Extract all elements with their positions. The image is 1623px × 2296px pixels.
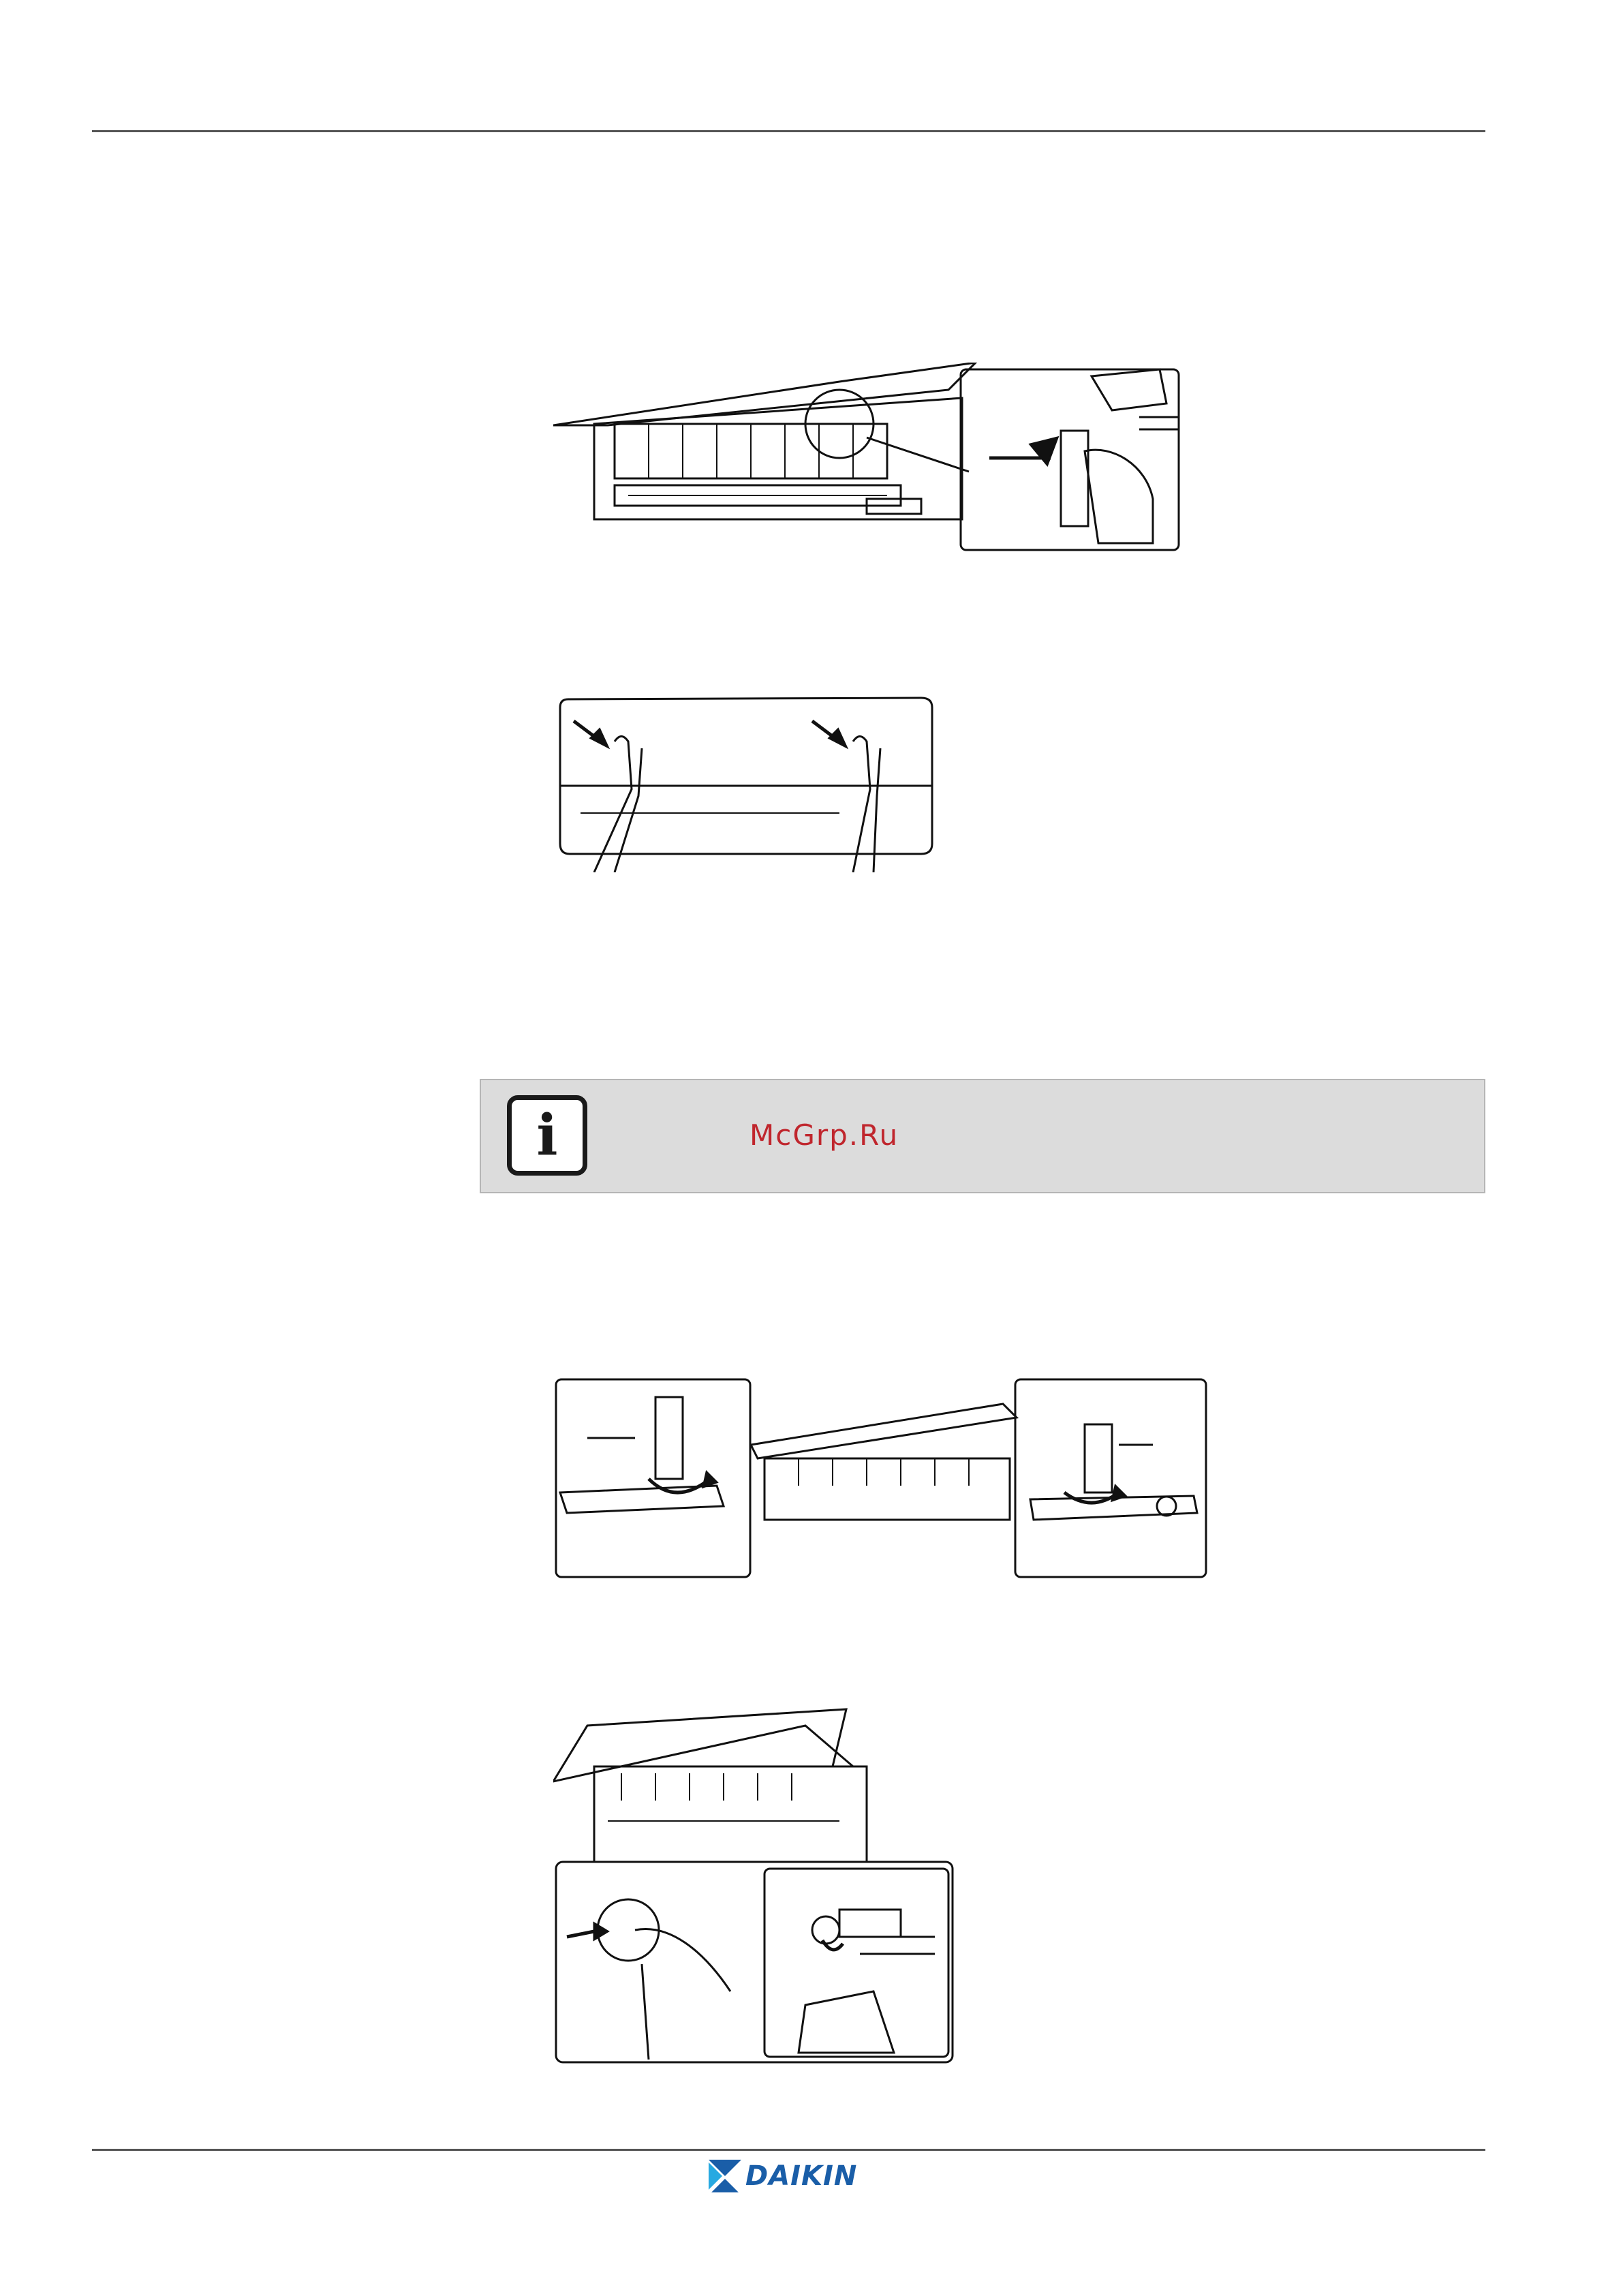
daikin-logo-mark-icon xyxy=(709,2160,741,2192)
header-rule xyxy=(92,130,1485,132)
figure-close-panel xyxy=(553,694,942,872)
brand-name: DAIKIN xyxy=(745,2160,858,2192)
figure-hinge-rotate xyxy=(553,1377,1207,1581)
daikin-logo xyxy=(709,2156,872,2196)
info-note-box xyxy=(480,1079,1485,1193)
figure-filter-removal xyxy=(553,363,1187,553)
footer-rule xyxy=(92,2149,1485,2151)
info-icon: i xyxy=(507,1095,587,1176)
watermark-text: McGrp.Ru xyxy=(749,1118,899,1152)
figure-lock-release xyxy=(553,1705,955,2065)
